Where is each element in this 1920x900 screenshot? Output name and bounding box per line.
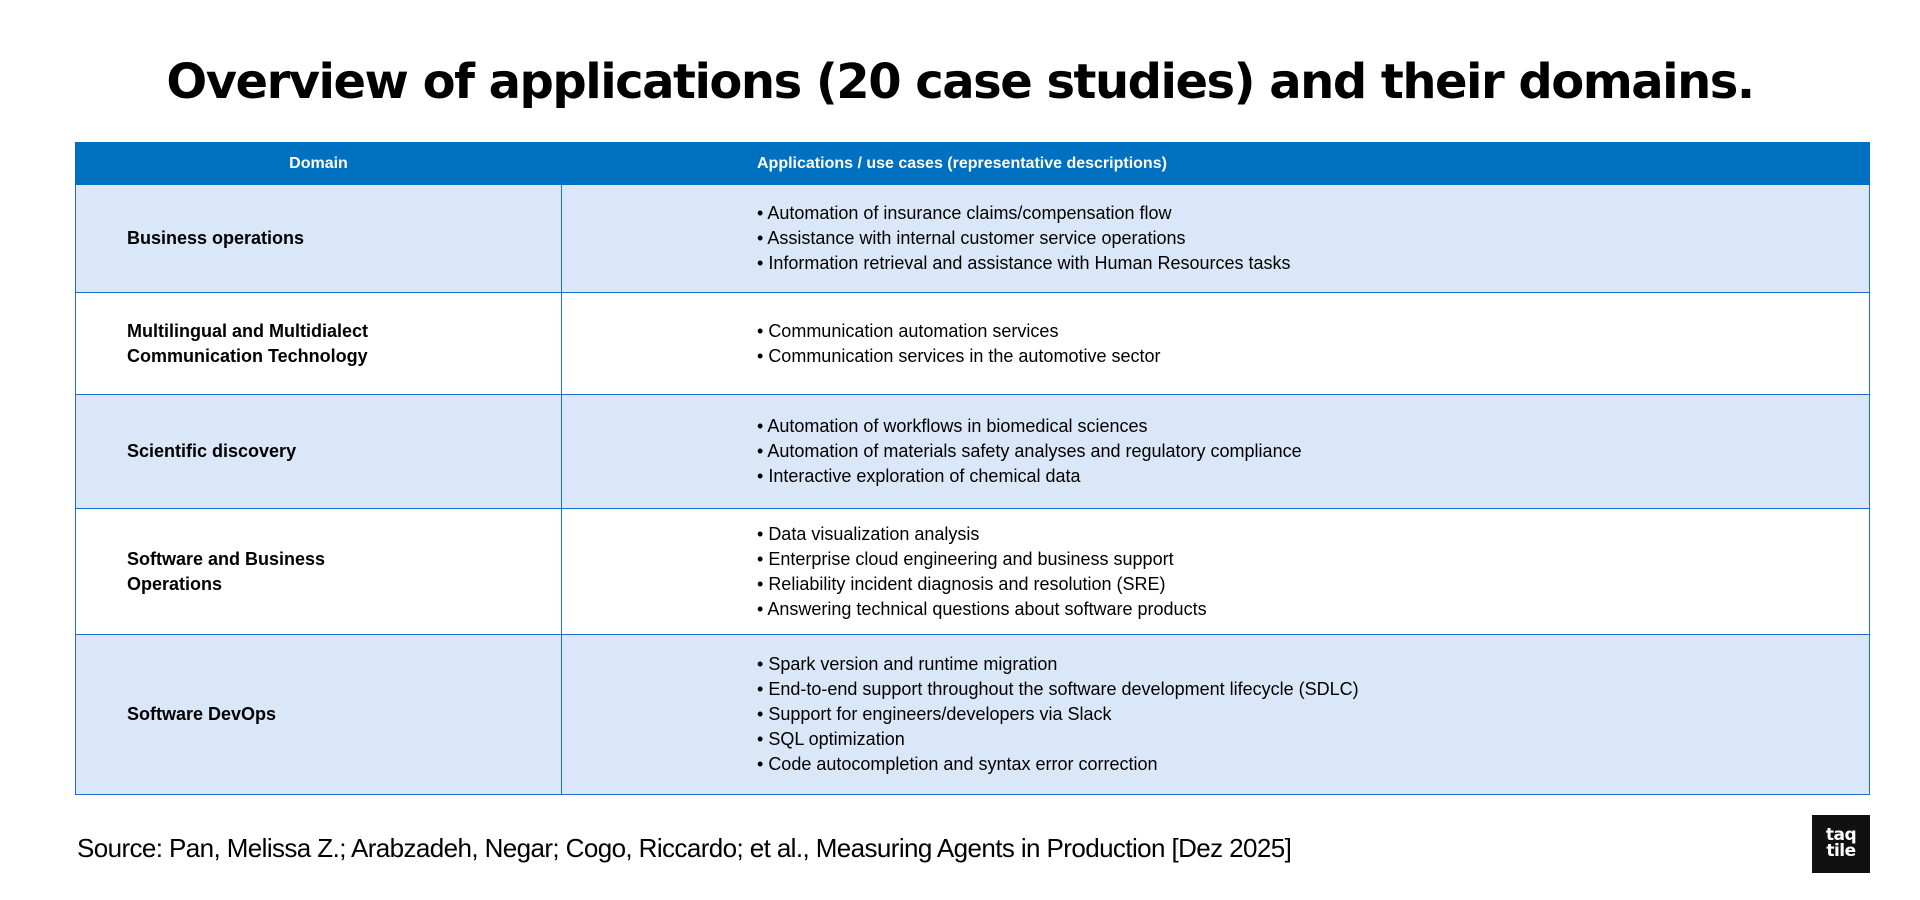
domain-label: Software and Business (127, 548, 326, 569)
table-row (76, 395, 1870, 509)
domain-label: Communication Technology (127, 345, 368, 366)
applications-cell (562, 293, 1870, 395)
domain-cell (76, 185, 562, 293)
domain-cell (76, 635, 562, 795)
applications-list (757, 652, 1869, 777)
list-item: • Information retrieval and assistance with Human Resources tasks (757, 251, 1869, 276)
domain-label: Scientific discovery (127, 441, 297, 461)
logo-text: tile (1826, 841, 1856, 861)
list-item: • Automation of workflows in biomedical sciences (757, 414, 1869, 439)
list-item: • SQL optimization (757, 727, 1869, 752)
table-row (76, 185, 1870, 293)
table-header-row (76, 143, 1870, 185)
list-item: • Interactive exploration of chemical data (757, 464, 1869, 489)
list-item: • Answering technical questions about software products (757, 597, 1869, 622)
list-item: • Support for engineers/developers via Slack (757, 702, 1869, 727)
domain-cell (76, 509, 562, 635)
list-item: • Assistance with internal customer service operations (757, 226, 1869, 251)
overview-table (75, 142, 1870, 795)
applications-list (757, 201, 1869, 276)
header-domain: Domain (76, 143, 562, 185)
domain-cell (76, 293, 562, 395)
applications-cell (562, 635, 1870, 795)
applications-cell (562, 395, 1870, 509)
table-row (76, 635, 1870, 795)
list-item: • Automation of insurance claims/compensation flow (757, 201, 1869, 226)
applications-list (757, 522, 1869, 622)
list-item: • Automation of materials safety analyses and regulatory compliance (757, 439, 1869, 464)
list-item: • Communication automation services (757, 319, 1869, 344)
list-item: • Data visualization analysis (757, 522, 1869, 547)
source-citation: Source: Pan, Melissa Z.; Arabzadeh, Negar; Cogo, Riccardo; et al., Measuring Agents in Production [Dez 2025] (77, 833, 1292, 863)
applications-cell (562, 185, 1870, 293)
page-title: Overview of applications (20 case studies) and their domains. (166, 54, 1754, 110)
domain-cell (76, 395, 562, 509)
list-item: • Spark version and runtime migration (757, 652, 1869, 677)
taqtile-logo (1812, 815, 1870, 873)
logo-text: taq (1825, 825, 1857, 845)
domain-label: Multilingual and Multidialect (127, 320, 368, 341)
list-item: • End-to-end support throughout the software development lifecycle (SDLC) (757, 677, 1869, 702)
applications-list (757, 414, 1869, 489)
domain-label: Business operations (127, 228, 305, 248)
list-item: • Enterprise cloud engineering and business support (757, 547, 1869, 572)
table-row (76, 509, 1870, 635)
list-item: • Reliability incident diagnosis and resolution (SRE) (757, 572, 1869, 597)
domain-label: Operations (127, 573, 223, 594)
list-item: • Communication services in the automotive sector (757, 344, 1869, 369)
applications-list (757, 319, 1869, 369)
applications-cell (562, 509, 1870, 635)
table-row (76, 293, 1870, 395)
header-applications: Applications / use cases (representative descriptions) (562, 143, 1870, 185)
domain-label: Software DevOps (127, 704, 277, 724)
list-item: • Code autocompletion and syntax error correction (757, 752, 1869, 777)
